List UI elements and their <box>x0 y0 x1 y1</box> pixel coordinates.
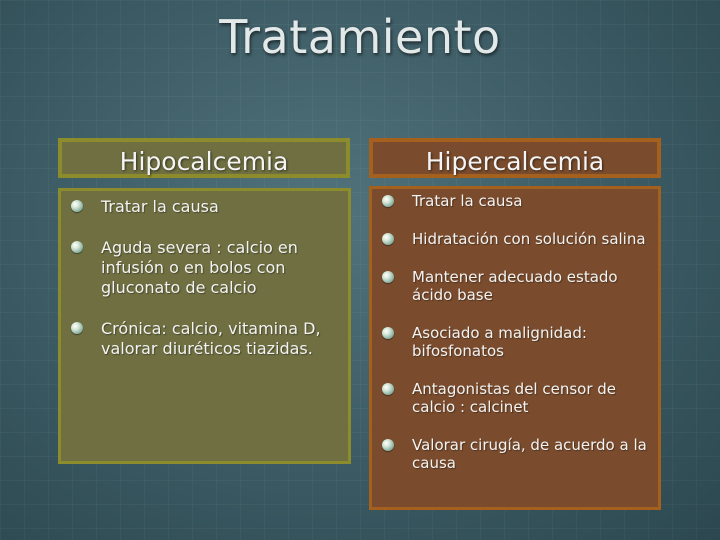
panel-hipercalcemia <box>369 186 661 510</box>
list-item <box>382 380 652 416</box>
list-item-text: Valorar cirugía, de acuerdo a la causa <box>412 436 647 472</box>
column-header-hipocalcemia: Hipocalcemia <box>58 138 350 178</box>
list-item-text: Mantener adecuado estado ácido base <box>412 268 618 304</box>
list-item-text: Antagonistas del censor de calcio : calcinet <box>412 380 617 416</box>
bullet-list-hipocalcemia <box>71 197 338 380</box>
bullet-icon <box>382 233 394 245</box>
list-item <box>382 268 652 304</box>
bullet-icon <box>382 195 394 207</box>
panel-hipocalcemia <box>58 188 351 464</box>
list-item-text: Aguda severa : calcio en infusión o en bolos con gluconato de calcio <box>101 238 298 297</box>
list-item <box>382 324 652 360</box>
list-item-text: Tratar la causa <box>412 192 523 210</box>
slide-title: Tratamiento <box>219 10 501 64</box>
list-item <box>71 238 338 298</box>
bullet-list-hipercalcemia <box>382 192 652 492</box>
column-header-hipercalcemia: Hipercalcemia <box>369 138 661 178</box>
list-item <box>71 197 338 217</box>
bullet-icon <box>382 327 394 339</box>
list-item <box>71 319 338 359</box>
bullet-icon <box>382 439 394 451</box>
list-item-text: Crónica: calcio, vitamina D, valorar diuréticos tiazidas. <box>101 319 321 358</box>
bullet-icon <box>71 241 83 253</box>
bullet-icon <box>71 200 83 212</box>
bullet-icon <box>382 383 394 395</box>
list-item <box>382 436 652 472</box>
list-item <box>382 192 652 210</box>
list-item-text: Hidratación con solución salina <box>412 230 646 248</box>
bullet-icon <box>382 271 394 283</box>
list-item <box>382 230 652 248</box>
bullet-icon <box>71 322 83 334</box>
list-item-text: Asociado a malignidad: bifosfonatos <box>412 324 587 360</box>
list-item-text: Tratar la causa <box>101 197 219 216</box>
